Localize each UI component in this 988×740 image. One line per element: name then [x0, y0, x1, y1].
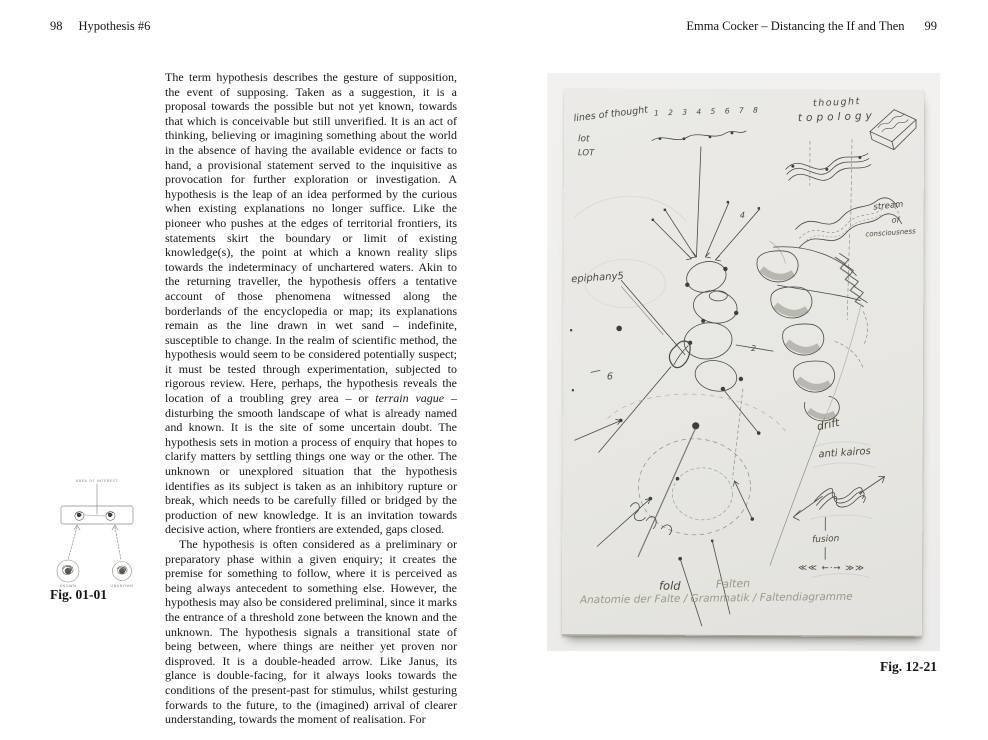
of-label: of — [891, 215, 900, 225]
left-running-header — [50, 19, 150, 34]
slab-sketch — [870, 110, 916, 150]
stream-of-consciousness-annotation — [865, 199, 916, 238]
fold-label: fold — [658, 578, 681, 593]
lines-of-thought-label: lines of thought — [573, 104, 649, 125]
left-page-number: 98 — [50, 19, 63, 33]
paragraph-1-italic-term: terrain vague — [375, 391, 445, 406]
lot-uppercase-label: LOT — [577, 148, 595, 159]
area-of-interest-label: AREA OF INTEREST — [75, 479, 119, 483]
figure-12-21-photo — [547, 73, 940, 651]
right-running-header — [686, 19, 937, 34]
paragraph-1-text-cont: – disturbing the smooth landscape of what is already named and known. It is the site of some uncertain doubt. The hypothesis sets in motion a process of enquiry that hopes to clarify matters by settling things one way or the other. The unknown or unexplored situation that the hypothesis identifies as its subject is taken as an inhibitory rupture or break, which needs to be carefully filled or bridged by the production of new knowledge. It is an invitation towards decisive action, where frontiers are extended, gaps closed. — [165, 391, 457, 537]
paragraph-1-text: The term hypothesis describes the gesture of supposition, the event of supposing. Taken as a suggestion, it is a proposal towards the possible but not yet known, towards that which is conceivable but still unverified. It is an act of thinking, believing or imagining something about the world in the absence of having the available evidence or facts to hand, a provisional statement served to the inquisitive as provocation for further exploration or investigation. A hypothesis is the leap of an idea performed by the curious when existing explanations no longer suffice. Like the pioneer who pushes at the edges of territorial frontiers, its statements skirt the boundary or limit of existing knowledge(s), the point at which a known reality slips towards the indeterminacy of unchartered waters. Akin to the returning traveller, the hypothesis offers a tentative account of those phenomena witnessed along the borderlands of the encyclopedia or map; its explanations remain as the line drawn in wet sand – indefinite, susceptible to change. In the realm of scientific method, the hypothesis would seem to be considered potentially suspect; it must be tested through experimentation, subjected to rigorous review. Here, perhaps, the hypothesis reveals the location of a troubling grey area – or — [165, 70, 457, 406]
anatomie-pencil-line: Anatomie der Falte / Grammatik / Faltendiagramme — [579, 590, 853, 607]
body-text-column — [165, 70, 457, 727]
sketchbook-paper — [562, 88, 924, 637]
number-2-label: 2 — [751, 344, 757, 354]
paragraph-2: The hypothesis is often considered as a preliminary or preparatory phase within a given enquiry; it creates the premise for something to follow, where it is perceived as being always antecedent to something else. However, the hypothesis may also be considered preliminal, since it marks the entrance of a threshold zone between the known and the unknown. The hypothesis signals a transitional state of being between, where things are neither yet proven nor disproved. It is a double-headed arrow. Like Janus, its glance is double-facing, for it always looks towards the conditions of the present-past for stimulus, whilst gesturing forwards to the future, to the (imagined) arrival of clearer understanding, towards the moment of realisation. For — [165, 537, 457, 727]
central-helix — [681, 257, 773, 479]
converging-arrows — [651, 131, 760, 261]
thought-label: thought — [812, 96, 862, 110]
fusion-label: fusion — [811, 534, 840, 546]
epiphany-label: epiphany5 — [570, 270, 625, 286]
sketch-drawing — [562, 88, 924, 636]
topology-label: topology — [797, 109, 876, 125]
fold-arrow — [793, 476, 884, 573]
consciousness-label: consciousness — [865, 227, 916, 239]
figure-12-21-caption: Fig. 12-21 — [880, 659, 937, 674]
right-header-title: Emma Cocker – Distancing the If and Then — [686, 19, 905, 33]
paragraph-1 — [165, 70, 457, 537]
number-6-label: 6 — [606, 371, 614, 383]
left-header-title: Hypothesis #6 — [78, 19, 151, 33]
thought-topology-annotation — [798, 96, 876, 125]
epiphany-annotation — [570, 271, 686, 392]
corkscrew-helix — [756, 241, 868, 565]
arrow-row: ≪≪ ←·→ ≫≫ — [798, 563, 866, 574]
falten-label: Falten — [715, 576, 751, 591]
stream-label: stream — [872, 199, 904, 213]
known-label: KNOWN — [59, 584, 77, 588]
number-4-label: 4 — [739, 210, 746, 222]
right-page-number: 99 — [924, 19, 937, 33]
lines-of-thought-annotation — [573, 104, 650, 159]
anti-kairos-label: anti kairos — [818, 445, 872, 461]
unknown-label: UNKNOWN — [110, 584, 134, 588]
lot-lowercase-label: lot — [577, 134, 590, 145]
wave-lines — [785, 139, 871, 319]
leaf-shape — [599, 341, 691, 453]
drift-label: drift — [815, 415, 841, 434]
figure-01-01-diagram — [46, 474, 148, 588]
numbers-row: 1 2 3 4 5 6 7 8 — [653, 105, 762, 118]
dashed-circles — [607, 394, 788, 557]
figure-01-01-caption: Fig. 01-01 — [50, 587, 107, 602]
